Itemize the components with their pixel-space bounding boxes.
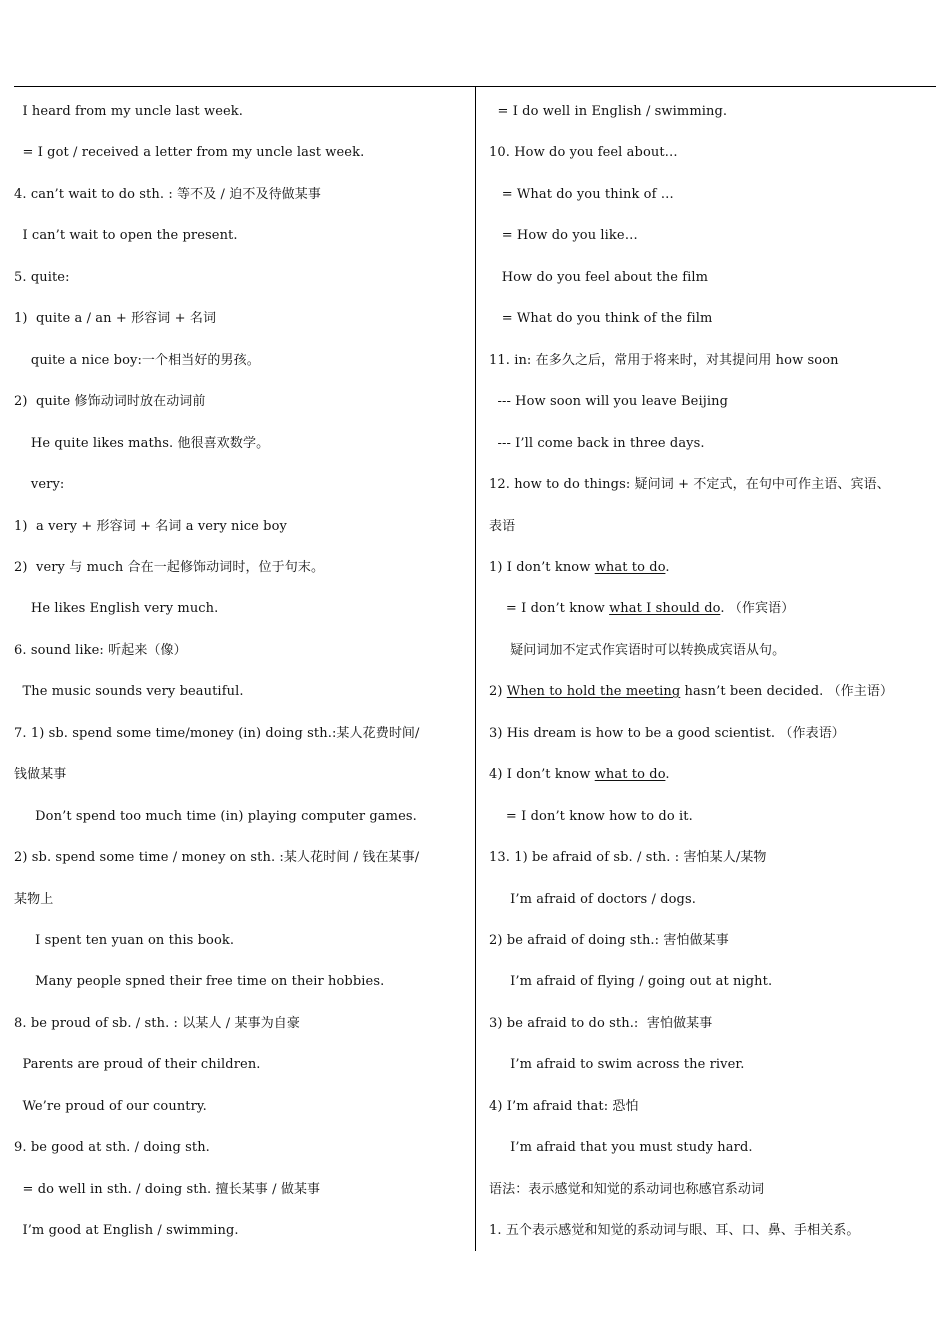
underlined-text: When to hold the meeting [506,684,681,700]
line-text: 1. 五个表示感觉和知觉的系动词与眼、耳、口、鼻、手相关系。 [489,1223,860,1239]
line-text: Don’t spend too much time (in) playing computer games. [14,808,417,824]
line-text: 5. quite: [14,269,70,285]
line-text: Many people spned their free time on their hobbies. [14,974,385,990]
left-column-line [14,671,244,712]
line-text: I’m afraid of flying / going out at night. [489,974,773,990]
left-column-line [14,423,269,464]
underlined-text: what to do [594,559,666,575]
line-text: 表语 [489,518,516,534]
right-column-line [489,464,890,505]
line-text: 2) very 与 much 合在一起修饰动词时，位于句末。 [14,559,325,575]
right-column-line [489,1086,639,1127]
line-text: = I don’t know [489,601,610,617]
right-column-line [489,671,893,712]
left-column-line [14,464,64,505]
line-text: 1) a very + 形容词 + 名词 a very nice boy [14,518,287,534]
line-text: Parents are proud of their children. [14,1057,261,1073]
right-column-line [489,1044,745,1085]
line-text: The music sounds very beautiful. [14,684,244,700]
line-text: 4) I’m afraid that: 恐怕 [489,1098,639,1114]
left-column-line [14,920,234,961]
left-column-line [14,174,321,215]
line-text: 13. 1) be afraid of sb. / sth. : 害怕某人/某物 [489,850,767,866]
line-text: I’m afraid to swim across the river. [489,1057,745,1073]
right-column-line [489,1003,712,1044]
line-text: 2) [489,684,507,700]
line-text: = What do you think of … [489,186,674,202]
left-column-line [14,961,384,1002]
underlined-text: what to do [594,767,666,783]
line-text: = What do you think of the film [489,311,713,327]
left-column-line [14,796,417,837]
line-text: . （作宾语） [720,601,795,617]
line-text: 2) sb. spend some time / money on sth. :某人花时间 / 钱在某事/ [14,850,420,866]
right-column-line [489,961,772,1002]
right-column-line [489,298,712,339]
right-column-line [489,1210,860,1251]
left-column-line [14,754,66,795]
left-column-line [14,547,324,588]
line-text: quite a nice boy:一个相当好的男孩。 [14,352,260,368]
line-text: I can’t wait to open the present. [14,228,238,244]
right-column-line [489,423,705,464]
line-text: I spent ten yuan on this book. [14,933,235,948]
left-column-line [14,215,238,256]
left-column-line [14,381,206,422]
right-column-line [489,837,767,878]
right-column-line [489,630,785,671]
line-text: 钱做某事 [14,767,67,783]
right-column-line [489,132,678,173]
line-text: 3) His dream is how to be a good scientist. （作表语） [489,725,845,741]
right-column-line [489,215,638,256]
line-text: I’m afraid of doctors / dogs. [489,891,696,907]
line-text: 9. be good at sth. / doing sth. [14,1140,210,1156]
line-text: 7. 1) sb. spend some time/money (in) doing sth.:某人花费时间/ [14,725,420,741]
right-column-line [489,174,674,215]
left-column-line [14,1003,300,1044]
left-column-line [14,340,260,381]
left-column-line [14,91,243,132]
line-text: I heard from my uncle last week. [14,104,244,119]
line-text: 8. be proud of sb. / sth. : 以某人 / 某事为自豪 [14,1015,301,1031]
line-text: very: [14,477,65,493]
right-column-line [489,506,515,547]
left-column-line [14,1169,320,1210]
line-text: He quite likes maths. 他很喜欢数学。 [14,435,270,451]
line-text: I’m good at English / swimming. [14,1223,239,1239]
left-column-line [14,1086,207,1127]
line-text: How do you feel about the film [489,269,709,285]
line-text: 6. sound like: 听起来（像） [14,642,187,658]
right-column-line [489,340,839,381]
left-column-line [14,298,216,339]
line-text: 12. how to do things: 疑问词 + 不定式，在句中可作主语、宾语、 [489,477,890,493]
right-column-line [489,547,670,588]
line-text: 1) I don’t know [489,559,595,575]
line-text: 某物上 [14,891,54,907]
underlined-text: what I should do [609,601,721,617]
right-column-line [489,920,729,961]
left-column-line [14,837,419,878]
line-text: 10. How do you feel about… [489,145,678,161]
line-text: 11. in: 在多久之后，常用于将来时，对其提问用 how soon [489,352,839,368]
right-column-line [489,381,728,422]
left-column-line [14,257,70,298]
right-column-line [489,91,727,132]
right-column-line [489,754,670,795]
right-column-line [489,1169,764,1210]
line-text: 3) be afraid to do sth.: 害怕做某事 [489,1015,713,1031]
line-text: --- How soon will you leave Beijing [489,394,728,410]
line-text: 2) be afraid of doing sth.: 害怕做某事 [489,933,729,948]
left-column-line [14,1127,210,1168]
left-column-line [14,506,287,547]
right-column-line [489,879,696,920]
column-divider [475,87,476,1251]
left-column-line [14,630,187,671]
right-column-line [489,588,794,629]
left-column-line [14,879,53,920]
left-column-line [14,1044,261,1085]
line-text: . [665,767,670,783]
line-text: I’m afraid that you must study hard. [489,1140,753,1156]
line-text: We’re proud of our country. [14,1098,207,1114]
left-column-line [14,588,218,629]
left-column-line [14,1210,239,1251]
line-text: = How do you like… [489,228,638,244]
line-text: = I got / received a letter from my uncle last week. [14,145,365,161]
line-text: hasn’t been decided. （作主语） [680,684,894,700]
line-text: 2) quite 修饰动词时放在动词前 [14,394,206,410]
line-text: He likes English very much. [14,601,219,617]
line-text: = do well in sth. / doing sth. 擅长某事 / 做某事 [14,1181,321,1197]
line-text: = I do well in English / swimming. [489,104,728,119]
line-text: 1) quite a / an + 形容词 + 名词 [14,311,217,327]
line-text: = I don’t know how to do it. [489,808,693,824]
line-text: . [665,559,670,575]
left-column-line [14,132,364,173]
line-text: 语法：表示感觉和知觉的系动词也称感官系动词 [489,1181,765,1197]
line-text: 4. can’t wait to do sth. : 等不及 / 迫不及待做某事 [14,186,321,202]
line-text: 4) I don’t know [489,767,595,783]
right-column-line [489,1127,753,1168]
right-column-line [489,257,708,298]
right-column-line [489,796,693,837]
line-text: --- I’ll come back in three days. [489,435,705,451]
right-column-line [489,713,845,754]
line-text: 疑问词加不定式作宾语时可以转换成宾语从句。 [489,642,786,658]
left-column-line [14,713,420,754]
